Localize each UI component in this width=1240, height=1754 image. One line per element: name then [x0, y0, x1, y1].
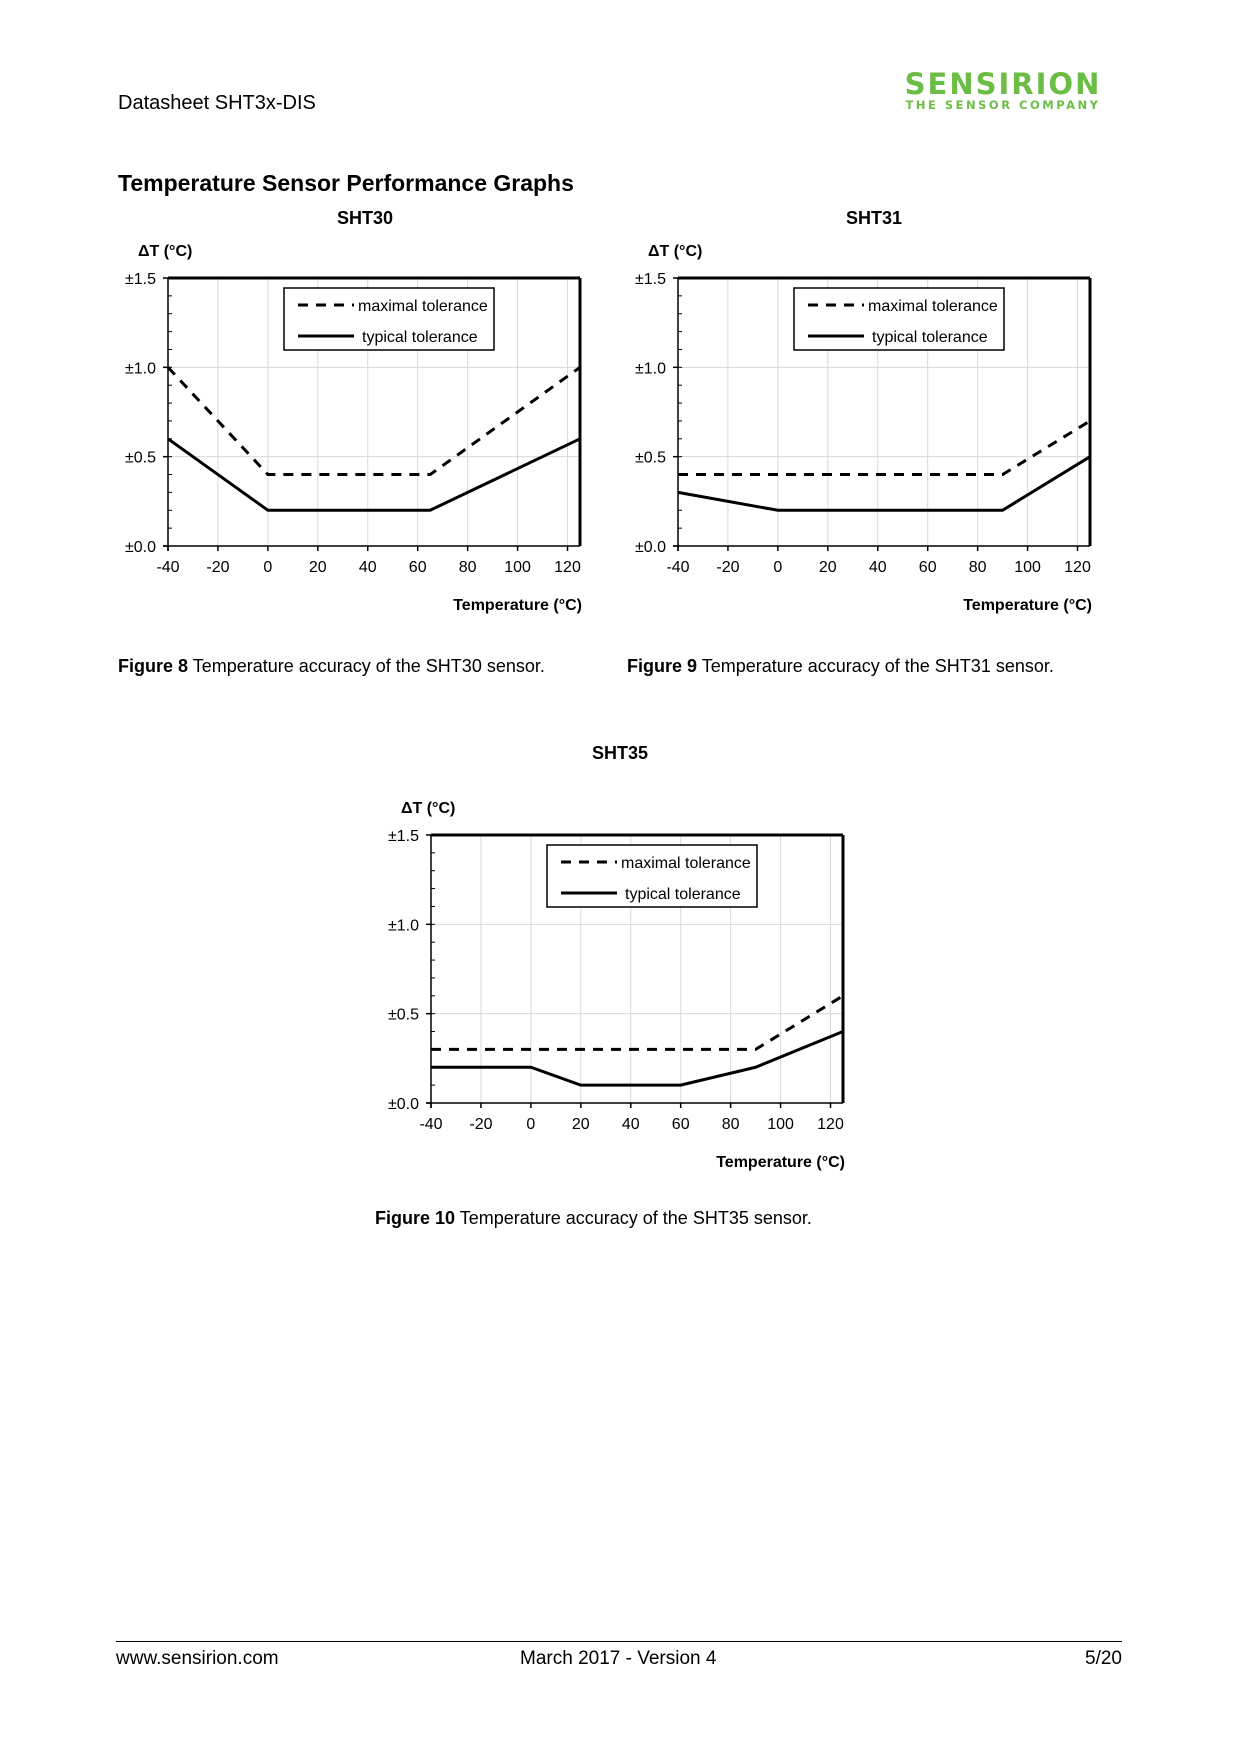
caption-figure-9 [627, 656, 1054, 677]
x-tick-label: -20 [469, 1116, 493, 1133]
x-tick-label: 80 [721, 1116, 740, 1133]
y-tick-label: ±0.0 [124, 539, 156, 556]
chart-sht31 [620, 240, 1110, 620]
footer-divider [116, 1641, 1122, 1642]
legend [794, 288, 1004, 350]
page-number: 5/20 [1085, 1648, 1122, 1669]
x-tick-label: 60 [671, 1116, 690, 1133]
y-axis-label: ΔT (°C) [648, 243, 703, 260]
logo-wordmark: SENSIRION [904, 67, 1102, 101]
legend-label: maximal tolerance [358, 298, 488, 315]
x-tick-label: 0 [526, 1116, 536, 1133]
x-tick-label: 80 [458, 559, 477, 576]
section-title: Temperature Sensor Performance Graphs [118, 170, 574, 196]
chart-title-sht31: SHT31 [845, 208, 903, 228]
y-axis-label: ΔT (°C) [138, 243, 193, 260]
x-tick-label: 0 [263, 559, 273, 576]
caption-text: Temperature accuracy of the SHT35 sensor. [455, 1208, 812, 1228]
x-axis-label: Temperature (°C) [453, 597, 582, 614]
series-line-typical [431, 1032, 843, 1086]
x-tick-label: 100 [1014, 559, 1041, 576]
x-tick-label: 120 [554, 559, 581, 576]
y-tick-label: ±1.0 [634, 360, 666, 378]
x-tick-label: 60 [918, 559, 937, 576]
y-tick-label: ±0.5 [634, 449, 666, 467]
x-tick-label: 20 [308, 559, 327, 576]
x-tick-label: 80 [968, 559, 987, 576]
x-tick-label: 100 [504, 559, 531, 576]
legend [547, 845, 757, 907]
chart-title-sht30: SHT30 [336, 208, 394, 228]
caption-label: Figure 10 [375, 1208, 456, 1228]
chart-sht35 [373, 797, 863, 1177]
series-line-maximal [678, 421, 1090, 475]
y-tick-label: ±0.0 [634, 539, 666, 556]
x-tick-label: -20 [716, 559, 740, 576]
legend [284, 288, 494, 350]
legend-label: maximal tolerance [621, 855, 751, 872]
caption-label: Figure 8 [118, 656, 189, 676]
y-axis-label: ΔT (°C) [401, 800, 456, 817]
y-tick-label: ±1.0 [387, 917, 419, 935]
x-axis-label: Temperature (°C) [963, 597, 1092, 614]
y-tick-label: ±0.5 [387, 1006, 419, 1024]
y-tick-label: ±1.5 [634, 271, 666, 288]
legend-label: typical tolerance [362, 329, 478, 346]
x-tick-label: 40 [868, 559, 887, 576]
caption-figure-10 [375, 1208, 812, 1229]
x-tick-label: -40 [666, 559, 690, 576]
logo-tagline: THE SENSOR COMPANY [905, 98, 1101, 112]
y-tick-label: ±1.0 [124, 360, 156, 378]
chart-sht30 [110, 240, 600, 620]
chart-title-sht35: SHT35 [591, 743, 649, 763]
y-tick-label: ±1.5 [124, 271, 156, 288]
legend-label: maximal tolerance [868, 298, 998, 315]
legend-label: typical tolerance [872, 329, 988, 346]
sensirion-logo [883, 68, 1123, 112]
x-tick-label: -40 [156, 559, 180, 576]
x-tick-label: 120 [817, 1116, 844, 1133]
website-link[interactable]: www.sensirion.com [116, 1648, 279, 1669]
x-tick-label: 20 [571, 1116, 590, 1133]
x-tick-label: 40 [621, 1116, 640, 1133]
y-tick-label: ±0.5 [124, 449, 156, 467]
caption-text: Temperature accuracy of the SHT31 sensor. [697, 656, 1054, 676]
x-tick-label: -40 [419, 1116, 443, 1133]
series-line-maximal [431, 996, 843, 1050]
x-axis-label: Temperature (°C) [716, 1154, 845, 1171]
document-title: Datasheet SHT3x-DIS [118, 92, 316, 114]
caption-text: Temperature accuracy of the SHT30 sensor. [188, 656, 545, 676]
x-tick-label: 60 [408, 559, 427, 576]
legend-label: typical tolerance [625, 886, 741, 903]
y-tick-label: ±0.0 [387, 1096, 419, 1113]
x-tick-label: 40 [358, 559, 377, 576]
x-tick-label: 0 [773, 559, 783, 576]
x-tick-label: 100 [767, 1116, 794, 1133]
series-line-typical [678, 457, 1090, 511]
series-line-maximal [168, 367, 580, 474]
x-tick-label: -20 [206, 559, 230, 576]
y-tick-label: ±1.5 [387, 828, 419, 845]
caption-label: Figure 9 [627, 656, 698, 676]
footer-date-version: March 2017 - Version 4 [520, 1648, 717, 1669]
caption-figure-8 [118, 656, 545, 677]
x-tick-label: 20 [818, 559, 837, 576]
x-tick-label: 120 [1064, 559, 1091, 576]
